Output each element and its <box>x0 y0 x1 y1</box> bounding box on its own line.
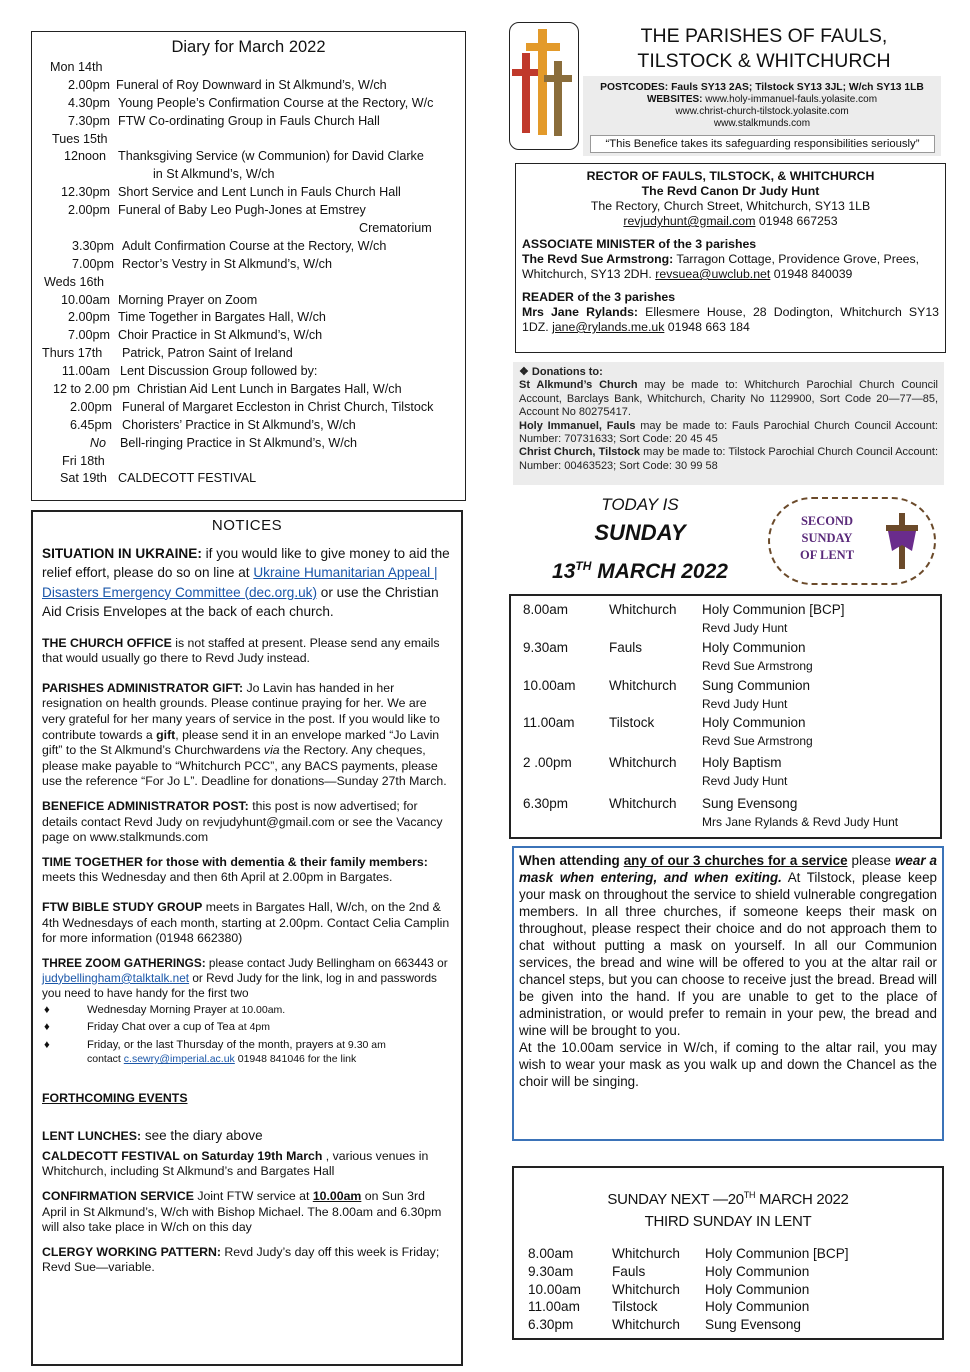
diary-entry <box>32 148 465 166</box>
diary-time: 7.00pm <box>67 328 110 343</box>
second-sunday-lent-badge: SECOND SUNDAY OF LENT <box>768 497 936 585</box>
reader-details: Mrs Jane Rylands: Ellesmere House, 28 Dodington, Whitchurch SY13 1DZ. jane@rylands.me.uk 01948 663 184 <box>522 305 939 334</box>
next-service-time: 11.00am <box>528 1299 580 1315</box>
today-date: 13TH MARCH 2022 <box>552 559 728 583</box>
diary-text: Short Service and Lent Lunch in Fauls Church Hall <box>118 185 401 200</box>
todays-services-box <box>509 594 942 839</box>
donations-heading: ❖ Donations to: <box>519 366 603 378</box>
service-time: 6.30pm <box>523 796 569 811</box>
diamond-bullet-icon: ♦ <box>44 1038 50 1051</box>
diary-text: Rector’s Vestry in St Alkmund’s, W/ch <box>122 256 332 271</box>
service-time: 2 .00pm <box>523 755 572 770</box>
diary-time: 2.00pm <box>67 203 110 218</box>
diary-entry <box>32 95 465 113</box>
clergy-contacts-box <box>515 163 946 353</box>
service-minister: Revd Judy Hunt <box>702 774 788 788</box>
diary-text: Choristers’ Practice in St Alkmund’s, W/ch <box>122 417 356 432</box>
diary-text: Time Together in Bargates Hall, W/ch <box>118 310 326 325</box>
website-line-1: WEBSITES: www.holy-immanuel-fauls.yolasite.com <box>646 94 878 105</box>
service-time: 11.00am <box>523 715 575 730</box>
diary-day <box>32 453 465 471</box>
diary-text: Christian Aid Lent Lunch in Bargates Hall, W/ch <box>137 382 402 397</box>
diary-time: 10.00am <box>60 292 110 307</box>
diary-time: No <box>89 435 106 450</box>
next-service-name: Holy Communion <box>705 1281 810 1297</box>
notice-church-office: THE CHURCH OFFICE is not staffed at present. Please send any emails that would usually go there to Revd Judy instead. <box>42 635 440 666</box>
next-service-row <box>514 1317 942 1335</box>
service-minister: Revd Judy Hunt <box>702 621 788 635</box>
diary-entry <box>32 381 465 399</box>
diary-text: Crematorium <box>359 221 432 236</box>
diary-entry <box>32 417 465 435</box>
diary-list <box>32 59 465 488</box>
reader-heading: READER of the 3 parishes <box>522 290 676 304</box>
next-service-place: Whitchurch <box>612 1317 680 1333</box>
rector-email-link[interactable]: revjudyhunt@gmail.com <box>623 214 756 228</box>
diary-text: Adult Confirmation Course at the Rectory, W/ch <box>122 238 387 253</box>
diary-day-label: Sat 19th <box>60 471 107 486</box>
notice-benefice-admin: BENEFICE ADMINISTRATOR POST: this post is now advertised; for details contact Revd Judy on revjudyhunt@gmail.com or see the Vacancy page on www.stalkmunds.com <box>42 798 443 845</box>
safeguarding-quote: “This Benefice takes its safeguarding responsibilities seriously” <box>590 135 935 153</box>
diary-entry <box>32 327 465 345</box>
diary-day-label: Thurs 17th <box>42 346 103 361</box>
zoom-bullet: ♦ Wednesday Morning Prayer at 10.00am. <box>44 1003 286 1016</box>
next-service-row <box>514 1282 942 1300</box>
next-sunday-date: SUNDAY NEXT —20TH MARCH 2022 <box>607 1190 849 1208</box>
diary-entry <box>32 77 465 95</box>
service-minister: Revd Sue Armstrong <box>702 659 813 673</box>
diary-time: 2.00pm <box>67 310 110 325</box>
notice-clergy-pattern: CLERGY WORKING PATTERN: Revd Judy’s day off this week is Friday; Revd Sue—variable. <box>42 1244 440 1275</box>
forthcoming-events-heading: FORTHCOMING EVENTS <box>42 1090 188 1105</box>
diary-time: 2.00pm <box>67 77 110 92</box>
diary-entry <box>32 202 465 220</box>
sewry-email-link[interactable]: c.sewry@imperial.ac.uk <box>123 1053 235 1066</box>
notice-caldecott: CALDECOTT FESTIVAL on Saturday 19th March , various venues in Whitchurch, including St Alkmund’s and Bargates Hall <box>42 1148 429 1179</box>
notice-confirmation: CONFIRMATION SERVICE Joint FTW service at 10.00am on Sun 3rd April in St Alkmund’s, W/ch with Bishop Michael. The 8.00am and 6.30pm will also take place in W/ch on this day <box>42 1189 442 1235</box>
service-minister: Revd Sue Armstrong <box>702 734 813 748</box>
associate-details: The Revd Sue Armstrong: Tarragon Cottage, Providence Grove, Prees, Whitchurch, SY13 2DH. revsuea@uwclub.net 01948 840039 <box>522 252 920 281</box>
diary-time: 7.00pm <box>71 256 114 271</box>
rector-phone: 01948 667253 <box>755 214 838 228</box>
draped-cross-icon <box>882 511 922 571</box>
postcodes: POSTCODES: Fauls SY13 2AS; Tilstock SY13 3JL; W/ch SY13 1LB <box>600 82 924 93</box>
donation-holy-immanuel: Holy Immanuel, Fauls may be made to: Fauls Parochial Church Council Account: Number: 70731633; Sort Code: 20 45 45 <box>519 419 938 446</box>
notice-admin-gift: PARISHES ADMINISTRATOR GIFT: Jo Lavin has handed in her resignation on health grounds. Please continue praying for her. We are very grateful for her many years of service in the post. If you would like to contribute towards a gift, please send it in an envelope marked “Jo Lavin gift” to the St Alkmund’s Churchwardens via the Rectory. Any cheques, please make payable to “Whitchurch PCC”, any BACS payments, please use the reference “For Jo L”. Deadline for donations—Sunday 27th March. <box>42 680 447 789</box>
diary-text: Morning Prayer on Zoom <box>118 292 258 307</box>
rector-heading: RECTOR OF FAULS, TILSTOCK, & WHITCHURCH <box>586 169 875 183</box>
diary-text: Patrick, Patron Saint of Ireland <box>122 346 293 361</box>
diary-day <box>32 131 465 149</box>
next-service-time: 9.30am <box>528 1263 574 1279</box>
diary-time: 11.00am <box>61 364 110 379</box>
notice-time-together: TIME TOGETHER for those with dementia & their family members: meets this Wednesday and then 6th April at 2.00pm in Bargates. <box>42 854 428 885</box>
notice-bible-study: FTW BIBLE STUDY GROUP meets in Bargates Hall, W/ch, on the 2nd & 4th Wednesdays of each month, starting at 2.00pm. Contact Celia Camplin for more information (01948 662380) <box>42 899 450 946</box>
service-place: Whitchurch <box>609 796 677 811</box>
ukraine-appeal-link[interactable]: Ukraine Humanitarian Appeal | Disasters Emergency Committee (dec.org.uk) <box>42 565 438 600</box>
associate-heading: ASSOCIATE MINISTER of the 3 parishes <box>522 237 757 251</box>
next-sunday-name: THIRD SUNDAY IN LENT <box>644 1213 812 1230</box>
next-service-time: 8.00am <box>528 1246 574 1261</box>
notice-ukraine: SITUATION IN UKRAINE: if you would like to give money to aid the relief effort, please do so on line at Ukraine Humanitarian Appeal | Disasters Emergency Committee (dec.org.uk) or use the Christian Aid Crisis Envelopes at the back of each church. <box>42 545 450 620</box>
crosses-icon <box>510 23 577 148</box>
zoom-bullet: ♦ Friday Chat over a cup of Tea at 4pm <box>44 1021 271 1034</box>
parish-crosses-logo <box>509 22 579 150</box>
diamond-bullet-icon: ♦ <box>44 1021 50 1034</box>
diary-time: 4.30pm <box>67 95 110 110</box>
service-time: 8.00am <box>523 602 569 617</box>
next-service-time: 10.00am <box>528 1281 581 1297</box>
service-place: Whitchurch <box>609 755 677 770</box>
next-service-place: Tilstock <box>612 1299 658 1315</box>
donation-st-alkmunds: St Alkmund’s Church may be made to: Whitchurch Parochial Church Council Account, Barclays Bank, Whitchurch, Charity No 1129900, Sort Code 20—77—85, Account No 80275417. <box>519 379 938 419</box>
associate-email-link[interactable]: revsuea@uwclub.net <box>655 267 771 281</box>
diamond-bullet-icon: ♦ <box>44 1003 50 1016</box>
diary-text: Funeral of Roy Downward in St Alkmund’s, W/ch <box>116 77 387 92</box>
mask-guidance-box: When attending any of our 3 churches for a service please wear a mask when entering, and when exiting. At Tilstock, please keep your mask on throughout the service to shield vulnerable congregation members. In all three churches, if someone keeps their mask on throughout, please respect their choice and do not approach them to chat without putting a mask on yourself. In all our Communion services, the bread and wine will be offered to you at the altar rail or chancel steps, but you can choose to receive just the bread. Bread will be given into the hand. If you are unable to get to the place of administration, or would prefer to remain in your pew, the bread and wine will be brought to you. At the 10.00am service in W/ch, if coming to the altar rail, you may wish to wear your mask as you walk up and down the Chancel as the choir will be singing. <box>512 846 944 1141</box>
next-service-time: 6.30pm <box>528 1317 574 1333</box>
donations-box <box>513 362 944 485</box>
diary-time: 2.00pm <box>69 399 112 414</box>
zoom-bullet: ♦ Friday, or the last Thursday of the month, prayers at 9.30 am contact c.sewry@imperial.ac.uk 01948 841046 for the link <box>44 1038 386 1066</box>
service-name: Holy Communion <box>702 640 806 655</box>
notices-title: NOTICES <box>211 517 283 534</box>
diary-text: in St Alkmund’s, W/ch <box>153 167 275 182</box>
diary-day <box>32 470 465 488</box>
service-minister: Revd Judy Hunt <box>702 697 788 711</box>
diary-entry <box>32 256 465 274</box>
diary-entry <box>32 435 465 453</box>
diary-time: 12 to 2.00 pm <box>52 382 130 397</box>
diary-text: Funeral of Margaret Eccleston in Christ Church, Tilstock <box>122 399 434 414</box>
diary-day-label: Fri 18th <box>62 453 105 468</box>
service-name: Sung Evensong <box>702 796 798 811</box>
diary-text: Thanksgiving Service (w Communion) for David Clarke <box>118 149 424 164</box>
diary-text: Bell-ringing Practice in St Alkmund’s, W/ch <box>120 435 358 450</box>
diary-time: 12.30pm <box>60 185 110 200</box>
service-place: Whitchurch <box>609 602 677 617</box>
rector-name: The Revd Canon Dr Judy Hunt <box>641 184 820 198</box>
diary-entry <box>32 166 465 184</box>
diary-entry <box>32 399 465 417</box>
reader-email-link[interactable]: jane@rylands.me.uk <box>552 320 665 334</box>
next-service-row <box>514 1299 942 1317</box>
next-service-name: Holy Communion <box>705 1263 810 1279</box>
diary-text: FTW Co-ordinating Group in Fauls Church Hall <box>118 113 380 128</box>
next-service-place: Fauls <box>612 1263 646 1279</box>
diary-entry <box>32 113 465 131</box>
diary-text: Young People’s Confirmation Course at the Rectory, W/c <box>118 95 434 110</box>
today-heading: TODAY IS SUNDAY 13TH MARCH 2022 <box>520 494 760 588</box>
diary-entry <box>32 184 465 202</box>
next-service-place: Whitchurch <box>612 1281 680 1297</box>
rector-address: The Rectory, Church Street, Whitchurch, SY13 1LB <box>590 199 871 213</box>
notices-box <box>31 510 463 1366</box>
next-service-place: Whitchurch <box>612 1246 680 1261</box>
diary-time: 7.30pm <box>67 113 110 128</box>
service-name: Holy Communion [BCP] <box>702 602 845 617</box>
notice-lent-lunches: LENT LUNCHES: see the diary above <box>42 1128 263 1144</box>
donation-christ-church: Christ Church, Tilstock may be made to: Tilstock Parochial Church Council Account: Number: 00463523; Sort Code: 30 99 58 <box>519 446 938 472</box>
diary-entry <box>32 238 465 256</box>
diary-text: Funeral of Baby Leo Pugh-Jones at Emstrey <box>118 203 366 218</box>
service-minister: Mrs Jane Rylands & Revd Judy Hunt <box>702 815 899 829</box>
next-service-name: Holy Communion [BCP] <box>705 1246 849 1261</box>
service-place: Fauls <box>609 640 643 655</box>
diary-time: 6.45pm <box>69 417 112 432</box>
judy-bellingham-email-link[interactable]: judybellingham@talktalk.net <box>42 970 190 985</box>
diary-time: 3.30pm <box>71 238 114 253</box>
diary-day <box>32 59 465 77</box>
website-line-3: www.stalkmunds.com <box>713 118 811 129</box>
diary-text: CALDECOTT FESTIVAL <box>118 471 257 486</box>
diary-entry <box>32 363 465 381</box>
diary-text: Lent Discussion Group followed by: <box>120 364 318 379</box>
website-line-2: www.christ-church-tilstock.yolasite.com <box>675 106 849 117</box>
diary-box <box>31 31 466 501</box>
diary-text: Choir Practice in St Alkmund’s, W/ch <box>118 328 323 343</box>
diary-time: 12noon <box>63 149 106 164</box>
service-place: Tilstock <box>609 715 655 730</box>
parishes-title: THE PARISHES OF FAULS, TILSTOCK & WHITCHURCH <box>637 25 891 72</box>
service-name: Holy Baptism <box>702 755 782 770</box>
service-name: Sung Communion <box>702 678 811 693</box>
diary-day-label: Mon 14th <box>50 60 103 74</box>
next-sunday-box <box>512 1166 944 1340</box>
next-service-name: Holy Communion <box>705 1299 810 1315</box>
next-service-row <box>514 1246 942 1264</box>
service-time: 10.00am <box>523 678 576 693</box>
diary-day-label: Weds 16th <box>44 274 104 289</box>
diary-day <box>32 345 465 363</box>
service-time: 9.30am <box>523 640 569 655</box>
service-place: Whitchurch <box>609 678 677 693</box>
next-service-row <box>514 1264 942 1282</box>
service-name: Holy Communion <box>702 715 806 730</box>
diary-entry <box>32 309 465 327</box>
diary-day-label: Tues 15th <box>52 131 108 146</box>
diary-entry <box>32 220 465 238</box>
diary-title: Diary for March 2022 <box>171 38 326 56</box>
next-service-name: Sung Evensong <box>705 1317 801 1333</box>
notice-zoom: THREE ZOOM GATHERINGS: please contact Judy Bellingham on 663443 or judybellingham@talktalk.net or Revd Judy for the link, log in and passwords you need to have handy for the first two <box>42 955 448 1000</box>
diary-entry <box>32 292 465 310</box>
diary-day <box>32 274 465 292</box>
